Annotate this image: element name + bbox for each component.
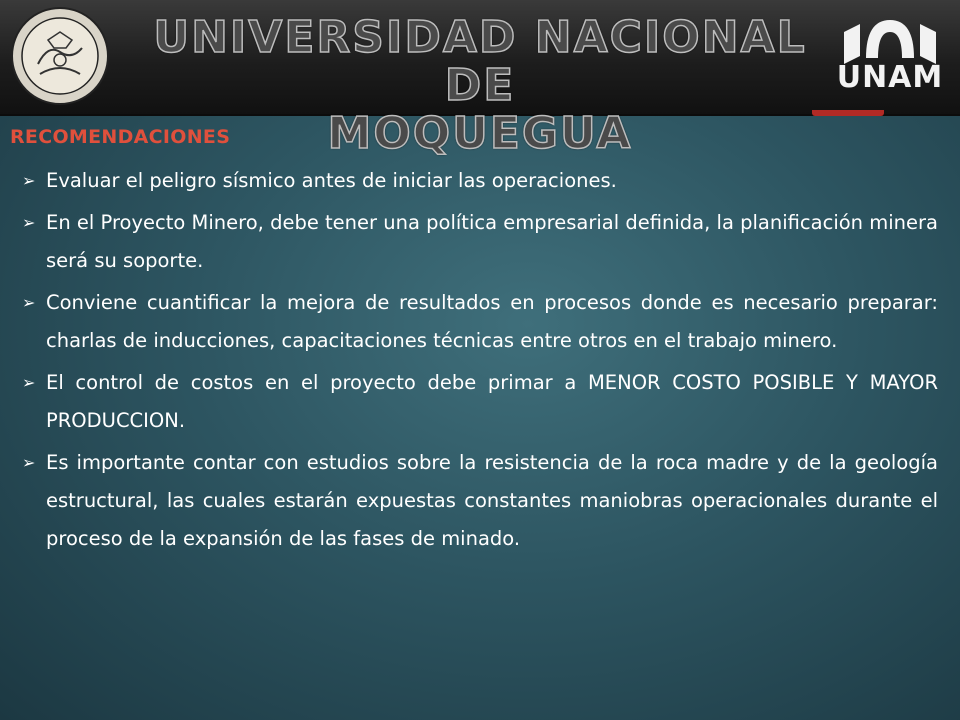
university-title [140,14,820,158]
list-item-text: Conviene cuantificar la mejora de resultados en procesos donde es necesario preparar: charlas de inducciones, capacitaciones técnicas entre otros en el trabajo minero. [46,291,938,352]
list-item-text: Evaluar el peligro sísmico antes de iniciar las operaciones. [46,169,617,192]
title-line-1: UNIVERSIDAD NACIONAL DE [153,12,807,111]
list-item [22,162,938,200]
title-line-2: MOQUEGUA [327,108,633,159]
list-item-text: En el Proyecto Minero, debe tener una política empresarial definida, la planificación minera será su soporte. [46,211,938,272]
list-item [22,204,938,280]
logo-text: UNAM [836,60,944,95]
list-item [22,284,938,360]
university-seal-icon [8,4,112,108]
recommendation-list [22,162,938,562]
arrowhead-bullet-icon: ➢ [22,171,36,190]
arrowhead-bullet-icon: ➢ [22,453,36,472]
section-heading: RECOMENDACIONES [10,126,231,148]
arrowhead-bullet-icon: ➢ [22,293,36,312]
list-item-text: El control de costos en el proyecto debe primar a MENOR COSTO POSIBLE Y MAYOR PRODUCCION. [46,371,938,432]
arrowhead-bullet-icon: ➢ [22,373,36,392]
list-item [22,364,938,440]
list-item [22,444,938,558]
accent-bar [812,110,884,116]
arrowhead-bullet-icon: ➢ [22,213,36,232]
list-item-text: Es importante contar con estudios sobre la resistencia de la roca madre y de la geología estructural, las cuales estarán expuestas constantes maniobras operacionales durante el proceso de la expansión de las fases de minado. [46,451,938,550]
